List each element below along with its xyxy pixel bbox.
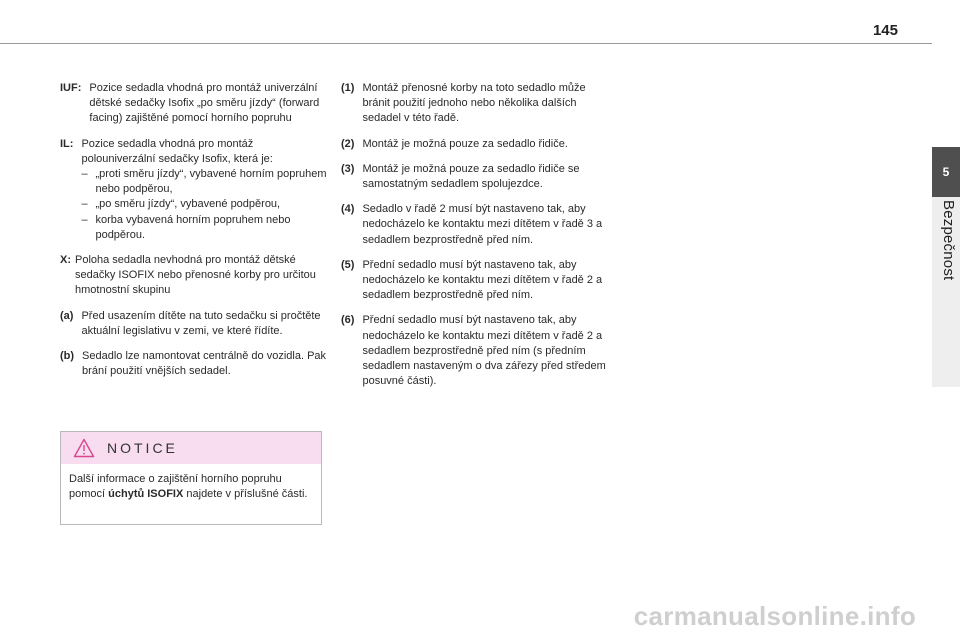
footnote-text: Montáž přenosné korby na toto sedadlo může bránit použití jednoho nebo několika dalších sedadel v této řadě. [362,82,586,125]
footnote-marker: (5) [341,258,355,271]
page-number: 145 [872,22,898,39]
definition-text: Pozice sedadla vhodná pro montáž polouniverzální sedačky Isofix, která je: [81,137,273,165]
footnote-text: Přední sedadlo musí být nastaveno tak, aby nedocházelo ke kontaktu mezi dítětem v řadě 2 a sedadlem bezprostředně před ním (s předním sedadlem nastaveným o dva zářezy před středem posuvné části). [362,314,606,388]
list-item: – „proti směru jízdy“, vybavené horním popruhem nebo podpěrou, [81,168,327,196]
footnote-text: Před usazením dítěte na tuto sedačku si pročtěte aktuální legislativu v zemi, ve které řídíte. [81,309,321,337]
list-item: – korba vybavená horním popruhem nebo podpěrou. [81,213,291,241]
definition-il [60,137,330,243]
footnote-marker: (6) [341,314,355,327]
definition-term: X: [60,254,71,267]
footnote-text: Sedadlo v řadě 2 musí být nastaveno tak, aby nedocházelo ke kontaktu mezi dítětem v řadě 3 a sedadlem bezprostředně před ním. [362,203,603,246]
footnote-marker: (3) [341,162,355,175]
definition-term: IUF: [60,82,82,94]
footnote-marker: (1) [341,82,355,94]
notice-text: Další informace o zajištění horního popruhu pomocí úchytů ISOFIX najdete v příslušné části. [69,473,308,501]
footnote-a [60,309,330,339]
footnote-b [60,349,330,379]
definition-text: Pozice sedadla vhodná pro montáž univerzální dětské sedačky Isofix „po směru jízdy“ (forward facing) zajištěné pomocí horního popruhu [89,82,320,125]
watermark: carmanualsonline.info [633,601,916,631]
right-column [341,81,611,399]
footnote-2 [341,137,611,152]
definition-text: Poloha sedadla nevhodná pro montáž dětské sedačky ISOFIX nebo přenosné korby pro určitou hmotnostní skupinu [75,254,316,297]
footnote-marker: (4) [341,203,355,216]
warning-icon [73,438,95,458]
notice-box [60,431,322,525]
notice-emphasis: úchytů ISOFIX [108,488,184,501]
footnote-text: Sedadlo lze namontovat centrálně do vozidla. Pak brání použití vnějších sedadel. [82,350,327,378]
footnote-text: Montáž je možná pouze za sedadlo řidiče se samostatným sedadlem spolujezdce. [362,162,580,191]
footnote-4 [341,202,611,248]
footnote-3 [341,162,611,192]
footnote-1 [341,81,611,127]
chapter-number: 5 [942,165,950,179]
notice-title: NOTICE [107,440,178,456]
definition-x [60,253,330,299]
chapter-title: Bezpečnost [940,200,957,281]
definition-term: IL: [60,137,74,150]
footnote-marker: (2) [341,137,355,150]
footnote-marker: (b) [60,350,75,363]
footnote-text: Přední sedadlo musí být nastaveno tak, aby nedocházelo ke kontaktu mezi dítětem v řadě 2 a sedadlem bezprostředně před ním. [362,258,603,302]
footnote-6 [341,313,611,389]
header-divider [0,43,932,44]
left-column [60,81,330,389]
chapter-tab[interactable] [932,147,960,197]
footnote-text: Montáž je možná pouze za sedadlo řidiče. [362,137,568,150]
notice-header [61,432,321,464]
list-item: – „po směru jízdy“, vybavené podpěrou, [81,198,281,211]
footnote-5 [341,258,611,304]
definition-iuf [60,81,330,127]
footnote-marker: (a) [60,309,74,322]
